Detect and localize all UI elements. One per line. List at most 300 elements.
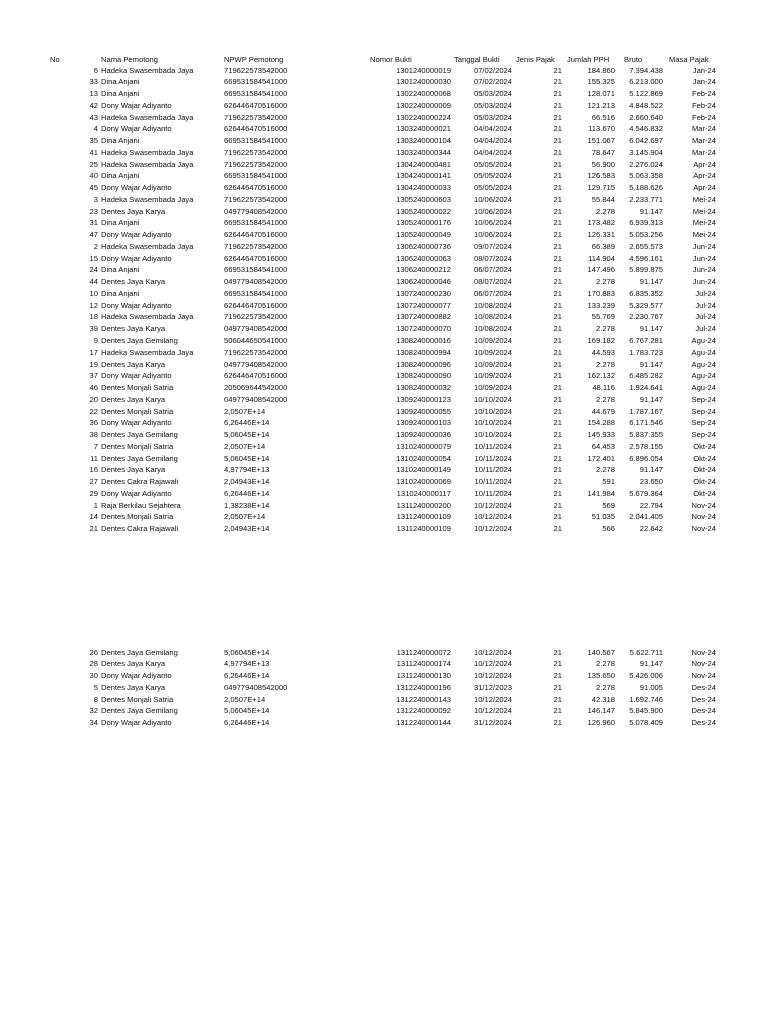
cell-pph: 44.593 (591, 347, 615, 357)
cell-pph: 48.116 (592, 383, 615, 393)
cell-npwp: 719622573542000 (224, 159, 288, 169)
cell-masa: Sep-24 (691, 418, 716, 428)
cell-jenis: 21 (553, 394, 562, 404)
cell-masa: Agu-24 (691, 359, 716, 369)
cell-tanggal: 10/12/2024 (473, 694, 512, 704)
cell-pph: 162.132 (587, 371, 615, 381)
table-row (0, 170, 768, 182)
cell-masa: Mei-24 (692, 230, 716, 240)
cell-masa: Okt-24 (693, 441, 716, 451)
cell-nama: Hadeka Swasembada Jaya (101, 347, 194, 357)
cell-tanggal: 10/06/2024 (473, 206, 512, 216)
cell-bruto: 6.896.054 (629, 453, 663, 463)
cell-pph: 135.650 (587, 671, 615, 681)
cell-masa: Agu-24 (691, 335, 716, 345)
cell-tanggal: 10/08/2024 (473, 312, 512, 322)
cell-no: 47 (89, 230, 98, 240)
cell-bruto: 22.642 (639, 524, 663, 534)
cell-nama: Dentes Jaya Karya (101, 324, 166, 334)
cell-bruto: 6.042.697 (629, 136, 663, 146)
cell-bruto: 2.233.771 (629, 194, 663, 204)
cell-masa: Okt-24 (693, 488, 716, 498)
cell-npwp: 669531584541000 (224, 77, 288, 87)
cell-masa: Feb-24 (691, 112, 716, 122)
cell-pph: 2.278 (595, 465, 615, 475)
cell-nomor: 1311240000200 (396, 500, 451, 510)
cell-nama: Dentes Monjali Satria (101, 383, 174, 393)
cell-npwp: 626446470516000 (224, 371, 288, 381)
cell-masa: Feb-24 (691, 89, 716, 99)
cell-nomor: 1307240000230 (396, 288, 451, 298)
cell-bruto: 2.655.573 (629, 241, 663, 251)
cell-bruto: 5.063.358 (629, 171, 663, 181)
cell-no: 13 (89, 89, 98, 99)
table-row (0, 123, 768, 135)
cell-nomor: 1311240000174 (396, 659, 451, 669)
cell-nama: Dina Anjani (101, 218, 140, 228)
cell-pph: 184.860 (587, 65, 615, 75)
cell-no: 19 (89, 359, 98, 369)
cell-bruto: 23.650 (639, 477, 663, 487)
cell-nomor: 1308240000090 (396, 371, 451, 381)
cell-jenis: 21 (553, 694, 562, 704)
cell-pph: 78.647 (591, 147, 615, 157)
table-row (0, 88, 768, 100)
cell-pph: 2.278 (595, 324, 615, 334)
cell-bruto: 91.147 (639, 324, 663, 334)
cell-masa: Nov-24 (691, 512, 716, 522)
cell-jenis: 21 (553, 324, 562, 334)
cell-npwp: 669531584541000 (224, 265, 288, 275)
cell-no: 34 (89, 718, 98, 728)
cell-tanggal: 10/12/2024 (473, 671, 512, 681)
table-row (0, 488, 768, 500)
cell-nama: Dony Wajar Adiyanto (101, 718, 172, 728)
cell-pph: 55.844 (591, 194, 615, 204)
table-row (0, 382, 768, 394)
cell-pph: 128.071 (587, 89, 615, 99)
cell-bruto: 22.794 (639, 500, 663, 510)
cell-npwp: 719622573542000 (224, 312, 288, 322)
cell-nama: Dina Anjani (101, 89, 140, 99)
cell-npwp: 719622573542000 (224, 112, 288, 122)
cell-no: 17 (89, 347, 98, 357)
cell-pph: 566 (602, 524, 615, 534)
cell-no: 9 (93, 335, 98, 345)
cell-tanggal: 10/10/2024 (473, 418, 512, 428)
cell-bruto: 1.787.167 (629, 406, 663, 416)
cell-nomor: 1311240000109 (396, 524, 451, 534)
cell-bruto: 91.147 (639, 359, 663, 369)
table-row (0, 217, 768, 229)
cell-pph: 66.389 (591, 241, 615, 251)
cell-pph: 2.278 (595, 206, 615, 216)
cell-nomor: 1311240000130 (396, 671, 451, 681)
cell-nama: Dentes Jaya Karya (101, 277, 166, 287)
table-row (0, 429, 768, 441)
cell-bruto: 4.596.161 (629, 253, 663, 263)
cell-tanggal: 10/12/2024 (473, 647, 512, 657)
cell-jenis: 21 (553, 288, 562, 298)
cell-npwp: 5,06045E+14 (224, 430, 270, 440)
cell-nama: Dina Anjani (101, 288, 140, 298)
cell-jenis: 21 (553, 65, 562, 75)
cell-nomor: 1310240000079 (396, 441, 451, 451)
cell-pph: 51.035 (591, 512, 615, 522)
cell-no: 8 (93, 694, 98, 704)
cell-npwp: 719622573542000 (224, 194, 288, 204)
cell-masa: Apr-24 (693, 171, 716, 181)
cell-jenis: 21 (553, 300, 562, 310)
cell-tanggal: 06/07/2024 (473, 288, 512, 298)
cell-no: 21 (89, 524, 98, 534)
cell-tanggal: 10/08/2024 (473, 300, 512, 310)
cell-jenis: 21 (553, 453, 562, 463)
cell-npwp: 4,97794E+13 (224, 659, 270, 669)
cell-tanggal: 04/04/2024 (473, 124, 512, 134)
cell-pph: 2.278 (595, 659, 615, 669)
cell-tanggal: 08/07/2024 (473, 253, 512, 263)
cell-jenis: 21 (553, 477, 562, 487)
cell-nama: Dony Wajar Adiyanto (101, 230, 172, 240)
cell-tanggal: 06/07/2024 (473, 265, 512, 275)
cell-pph: 172.401 (587, 453, 615, 463)
cell-jenis: 21 (553, 347, 562, 357)
cell-masa: Mei-24 (692, 218, 716, 228)
cell-masa: Sep-24 (691, 406, 716, 416)
cell-jenis: 21 (553, 89, 562, 99)
table-row (0, 658, 768, 670)
table-row (0, 135, 768, 147)
cell-tanggal: 31/12/2023 (473, 682, 512, 692)
cell-masa: Nov-24 (691, 647, 716, 657)
cell-npwp: 5,06045E+14 (224, 453, 270, 463)
cell-masa: Agu-24 (691, 383, 716, 393)
table-row (0, 300, 768, 312)
cell-no: 24 (89, 265, 98, 275)
cell-bruto: 5.899.875 (629, 265, 663, 275)
cell-bruto: 7.394.438 (629, 65, 663, 75)
cell-no: 14 (89, 512, 98, 522)
cell-tanggal: 10/12/2024 (473, 512, 512, 522)
cell-no: 36 (89, 418, 98, 428)
cell-tanggal: 10/06/2024 (473, 194, 512, 204)
cell-no: 15 (89, 253, 98, 263)
cell-nomor: 1312240000092 (396, 706, 451, 716)
table-row (0, 441, 768, 453)
cell-nama: Hadeka Swasembada Jaya (101, 312, 194, 322)
table-row (0, 100, 768, 112)
cell-pph: 170.883 (587, 288, 615, 298)
table-row (0, 453, 768, 465)
cell-no: 45 (89, 183, 98, 193)
cell-jenis: 21 (553, 359, 562, 369)
table-row (0, 159, 768, 171)
cell-nomor: 1305240000049 (396, 230, 451, 240)
cell-nomor: 1302240000009 (396, 100, 451, 110)
cell-tanggal: 09/07/2024 (473, 241, 512, 251)
cell-jenis: 21 (553, 430, 562, 440)
cell-tanggal: 10/09/2024 (473, 371, 512, 381)
cell-npwp: 5,06045E+14 (224, 647, 270, 657)
cell-pph: 66.516 (591, 112, 615, 122)
cell-nama: Dina Anjani (101, 265, 140, 275)
cell-nama: Dentes Jaya Gemilang (101, 430, 178, 440)
cell-no: 26 (89, 647, 98, 657)
cell-nomor: 1306240000212 (396, 265, 451, 275)
table-row (0, 65, 768, 77)
cell-nama: Dentes Jaya Karya (101, 359, 166, 369)
header-pph: Jumlah PPH (567, 54, 610, 64)
cell-no: 6 (93, 65, 98, 75)
cell-npwp: 2,0507E+14 (224, 512, 266, 522)
table-row (0, 394, 768, 406)
cell-jenis: 21 (553, 100, 562, 110)
cell-pph: 133.239 (587, 300, 615, 310)
cell-no: 18 (89, 312, 98, 322)
cell-masa: Nov-24 (691, 671, 716, 681)
cell-pph: 126.331 (587, 230, 615, 240)
table-row (0, 276, 768, 288)
cell-nama: Dentes Jaya Karya (101, 206, 166, 216)
cell-npwp: 626446470516000 (224, 183, 288, 193)
cell-tanggal: 04/04/2024 (473, 147, 512, 157)
cell-pph: 42.318 (591, 694, 615, 704)
table-row (0, 335, 768, 347)
cell-tanggal: 10/12/2024 (473, 659, 512, 669)
cell-bruto: 91.147 (639, 465, 663, 475)
cell-bruto: 5.622.711 (629, 647, 663, 657)
cell-npwp: 669531584541000 (224, 288, 288, 298)
cell-npwp: 4,97794E+13 (224, 465, 270, 475)
cell-pph: 145.933 (587, 430, 615, 440)
cell-bruto: 5.122.869 (629, 89, 663, 99)
cell-jenis: 21 (553, 718, 562, 728)
cell-tanggal: 05/05/2024 (473, 159, 512, 169)
cell-tanggal: 10/11/2024 (474, 441, 512, 451)
cell-nama: Dentes Monjali Satria (101, 512, 174, 522)
cell-nama: Dentes Monjali Satria (101, 694, 174, 704)
cell-npwp: 6,26446E+14 (224, 488, 270, 498)
cell-tanggal: 08/07/2024 (473, 277, 512, 287)
cell-masa: Jan-24 (692, 65, 716, 75)
cell-tanggal: 05/05/2024 (473, 183, 512, 193)
cell-masa: Agu-24 (691, 347, 716, 357)
table-row (0, 717, 768, 729)
cell-masa: Mar-24 (691, 124, 716, 134)
cell-bruto: 2.660.640 (629, 112, 663, 122)
cell-masa: Jul-24 (695, 300, 716, 310)
cell-masa: Okt-24 (693, 477, 716, 487)
cell-nomor: 1309240000123 (396, 394, 451, 404)
cell-bruto: 6.939.313 (629, 218, 663, 228)
cell-nama: Dony Wajar Adiyanto (101, 671, 172, 681)
cell-pph: 129.715 (587, 183, 615, 193)
cell-pph: 147.496 (587, 265, 615, 275)
table-row (0, 370, 768, 382)
cell-no: 33 (89, 77, 98, 87)
cell-npwp: 049779408542000 (224, 206, 288, 216)
cell-bruto: 5.188.626 (629, 183, 663, 193)
cell-bruto: 1.924.641 (629, 383, 663, 393)
cell-jenis: 21 (553, 253, 562, 263)
cell-bruto: 1.783.723 (629, 347, 663, 357)
cell-nomor: 1310240000069 (396, 477, 451, 487)
cell-no: 22 (89, 406, 98, 416)
cell-nomor: 1309240000036 (396, 430, 451, 440)
cell-jenis: 21 (553, 183, 562, 193)
cell-no: 2 (93, 241, 98, 251)
cell-bruto: 91.147 (639, 206, 663, 216)
cell-masa: Jan-24 (692, 77, 716, 87)
header-tanggal: Tanggal Bukti (454, 54, 500, 64)
cell-masa: Sep-24 (691, 394, 716, 404)
cell-nomor: 1306240000046 (396, 277, 451, 287)
cell-masa: Feb-24 (691, 100, 716, 110)
table-row (0, 511, 768, 523)
cell-bruto: 5.845.900 (629, 706, 663, 716)
cell-masa: Mei-24 (692, 194, 716, 204)
cell-npwp: 049779408542000 (224, 277, 288, 287)
cell-nomor: 1304240000481 (396, 159, 451, 169)
cell-npwp: 6,26446E+14 (224, 718, 270, 728)
cell-npwp: 626446470516000 (224, 100, 288, 110)
cell-bruto: 5.426.006 (629, 671, 663, 681)
cell-tanggal: 31/12/2024 (473, 718, 512, 728)
cell-jenis: 21 (553, 524, 562, 534)
cell-tanggal: 10/11/2024 (474, 488, 512, 498)
cell-nomor: 1312240000196 (396, 682, 451, 692)
cell-no: 28 (89, 659, 98, 669)
table-row (0, 288, 768, 300)
cell-tanggal: 07/02/2024 (473, 77, 512, 87)
cell-no: 30 (89, 671, 98, 681)
cell-tanggal: 10/12/2024 (473, 706, 512, 716)
cell-nama: Dony Wajar Adiyanto (101, 300, 172, 310)
cell-npwp: 669531584541000 (224, 136, 288, 146)
cell-masa: Nov-24 (691, 659, 716, 669)
cell-jenis: 21 (553, 465, 562, 475)
table-row (0, 705, 768, 717)
cell-tanggal: 10/12/2024 (473, 524, 512, 534)
cell-bruto: 6.485.282 (629, 371, 663, 381)
cell-nomor: 1306240000063 (396, 253, 451, 263)
cell-no: 44 (89, 277, 98, 287)
cell-npwp: 2,0507E+14 (224, 406, 266, 416)
cell-tanggal: 05/03/2024 (473, 89, 512, 99)
table-row (0, 682, 768, 694)
table-row (0, 323, 768, 335)
cell-no: 39 (89, 324, 98, 334)
cell-npwp: 719622573542000 (224, 241, 288, 251)
cell-jenis: 21 (553, 112, 562, 122)
cell-jenis: 21 (553, 241, 562, 251)
table-row (0, 359, 768, 371)
cell-no: 4 (93, 124, 98, 134)
cell-npwp: 205069644542000 (224, 383, 288, 393)
header-row (0, 54, 768, 66)
cell-jenis: 21 (553, 647, 562, 657)
cell-pph: 140.567 (587, 647, 615, 657)
table-row (0, 147, 768, 159)
cell-nama: Dentes Jaya Karya (101, 659, 166, 669)
cell-npwp: 626446470516000 (224, 300, 288, 310)
cell-bruto: 3.145.904 (629, 147, 663, 157)
cell-jenis: 21 (553, 265, 562, 275)
cell-masa: Mei-24 (692, 206, 716, 216)
cell-pph: 141.984 (587, 488, 615, 498)
cell-no: 23 (89, 206, 98, 216)
header-npwp: NPWP Pemotong (224, 54, 284, 64)
cell-jenis: 21 (553, 194, 562, 204)
cell-pph: 154.288 (587, 418, 615, 428)
cell-tanggal: 10/09/2024 (473, 347, 512, 357)
cell-npwp: 5,06045E+14 (224, 706, 270, 716)
cell-pph: 121.213 (587, 100, 615, 110)
cell-masa: Jul-24 (695, 288, 716, 298)
cell-jenis: 21 (553, 312, 562, 322)
cell-nomor: 1308240000096 (396, 359, 451, 369)
cell-bruto: 5.837.355 (629, 430, 663, 440)
header-nama: Nama Pemotong (101, 54, 158, 64)
cell-nomor: 1303240000104 (396, 136, 451, 146)
cell-no: 16 (89, 465, 98, 475)
cell-jenis: 21 (553, 171, 562, 181)
cell-nomor: 1307240000077 (396, 300, 451, 310)
table-row (0, 670, 768, 682)
cell-masa: Des-24 (691, 718, 716, 728)
cell-nama: Dentes Monjali Satria (101, 406, 174, 416)
cell-npwp: 2,04943E+14 (224, 524, 270, 534)
cell-masa: Nov-24 (691, 524, 716, 534)
cell-npwp: 2,0507E+14 (224, 694, 266, 704)
cell-nomor: 1305240000603 (396, 194, 451, 204)
cell-no: 40 (89, 171, 98, 181)
cell-jenis: 21 (553, 136, 562, 146)
cell-bruto: 5.053.256 (629, 230, 663, 240)
cell-no: 31 (89, 218, 98, 228)
table-row (0, 264, 768, 276)
cell-npwp: 049779408542000 (224, 324, 288, 334)
cell-nama: Dina Anjani (101, 171, 140, 181)
cell-jenis: 21 (553, 488, 562, 498)
cell-nomor: 1306240000736 (396, 241, 451, 251)
cell-jenis: 21 (553, 147, 562, 157)
cell-npwp: 719622573542000 (224, 65, 288, 75)
cell-nomor: 1305240000176 (396, 218, 451, 228)
cell-pph: 569 (602, 500, 615, 510)
cell-jenis: 21 (553, 335, 562, 345)
cell-tanggal: 10/10/2024 (473, 430, 512, 440)
cell-pph: 55.769 (591, 312, 615, 322)
cell-no: 1 (93, 500, 98, 510)
cell-no: 27 (89, 477, 98, 487)
cell-pph: 56.900 (591, 159, 615, 169)
cell-jenis: 21 (553, 230, 562, 240)
table-row (0, 647, 768, 659)
cell-tanggal: 10/11/2024 (474, 465, 512, 475)
cell-npwp: 2,04943E+14 (224, 477, 270, 487)
cell-nama: Dony Wajar Adiyanto (101, 488, 172, 498)
cell-pph: 591 (602, 477, 615, 487)
header-nomor: Nomor Bukti (370, 54, 412, 64)
cell-npwp: 719622573542000 (224, 147, 288, 157)
cell-pph: 151.067 (587, 136, 615, 146)
cell-no: 11 (90, 453, 98, 463)
cell-nama: Dentes Monjali Satria (101, 441, 174, 451)
cell-nomor: 1310240000149 (396, 465, 451, 475)
cell-tanggal: 05/03/2024 (473, 112, 512, 122)
